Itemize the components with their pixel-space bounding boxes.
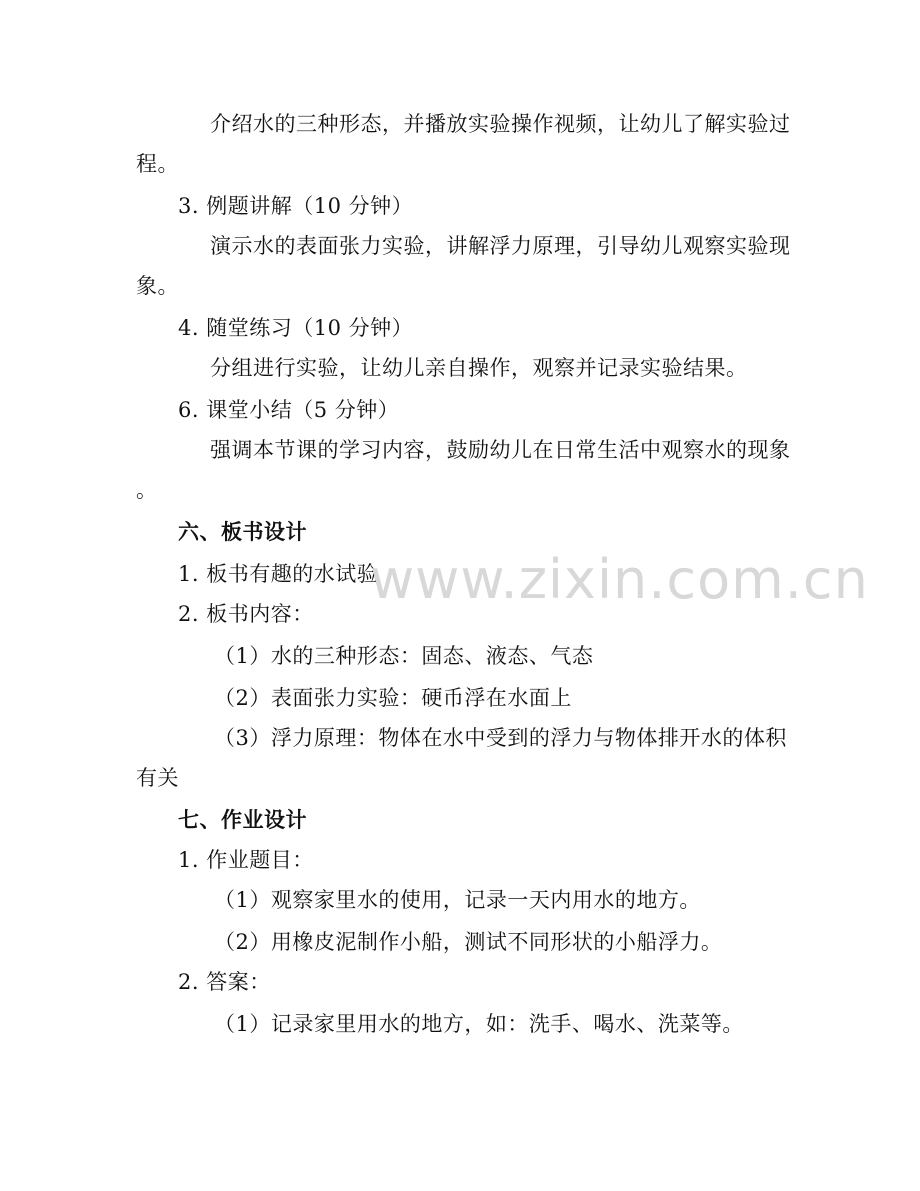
step6-text-line1: 强调本节课的学习内容，鼓励幼儿在日常生活中观察水的现象	[210, 438, 791, 462]
step4-title: 4. 随堂练习（10 分钟）	[178, 316, 414, 340]
section7-item2: 2. 答案：	[178, 970, 271, 994]
section6-item1: 1. 板书有趣的水试验	[178, 562, 379, 586]
step6-title: 6. 课堂小结（5 分钟）	[178, 398, 400, 422]
section7-item1: 1. 作业题目：	[178, 848, 314, 872]
step2-text-line1: 介绍水的三种形态，并播放实验操作视频，让幼儿了解实验过	[210, 112, 791, 136]
step6-text-line2: 。	[136, 478, 158, 502]
section7-sub1: （1）观察家里水的使用，记录一天内用水的地方。	[214, 888, 701, 912]
section7-heading: 七、作业设计	[178, 807, 307, 832]
step3-text-line1: 演示水的表面张力实验，讲解浮力原理，引导幼儿观察实验现	[210, 234, 791, 258]
section6-heading: 六、板书设计	[178, 519, 307, 544]
step3-title: 3. 例题讲解（10 分钟）	[178, 194, 414, 218]
step3-text-line2: 象。	[136, 274, 179, 298]
step4-text: 分组进行实验，让幼儿亲自操作，观察并记录实验结果。	[210, 356, 748, 380]
section6-sub2: （2）表面张力实验：硬币浮在水面上	[214, 686, 572, 710]
section7-answer1: （1）记录家里用水的地方，如：洗手、喝水、洗菜等。	[214, 1012, 744, 1036]
section6-item2: 2. 板书内容：	[178, 602, 314, 626]
step2-text-line2: 程。	[136, 152, 179, 176]
section6-sub1: （1）水的三种形态：固态、液态、气态	[214, 644, 594, 668]
watermark-text: www.zixin.com.cn	[370, 548, 869, 611]
section6-sub3-line1: （3）浮力原理：物体在水中受到的浮力与物体排开水的体积	[214, 726, 787, 750]
section7-sub2: （2）用橡皮泥制作小船，测试不同形状的小船浮力。	[214, 930, 723, 954]
section6-sub3-line2: 有关	[136, 766, 179, 790]
